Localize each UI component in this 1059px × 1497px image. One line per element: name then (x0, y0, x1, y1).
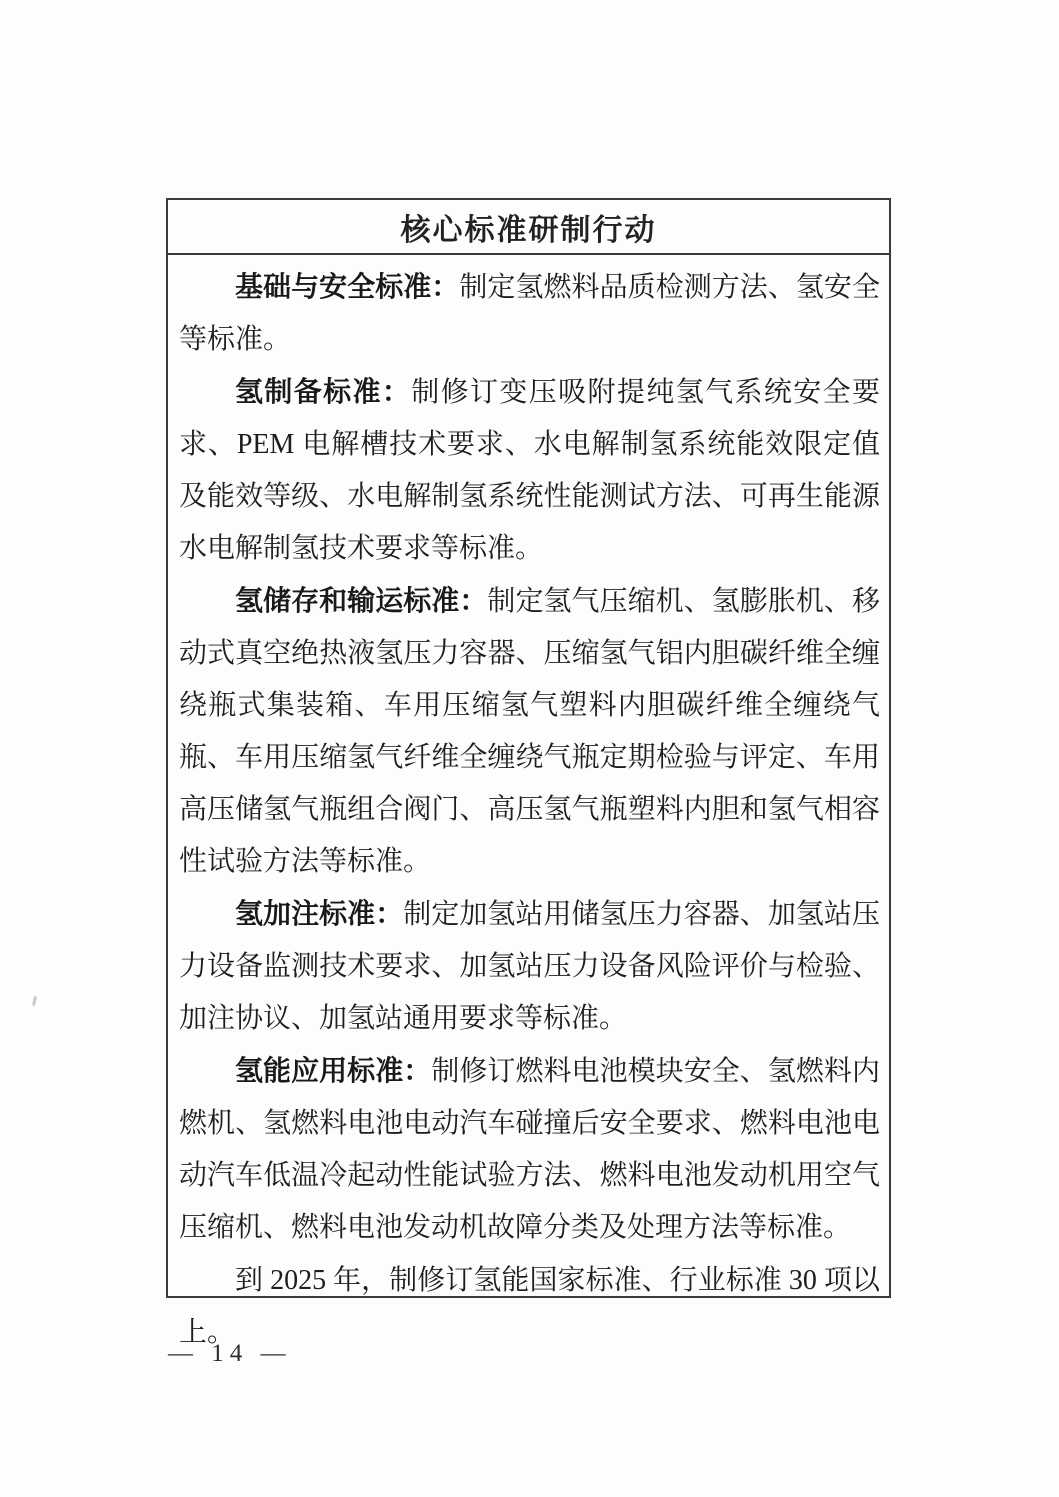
paragraph-lead: 氢制备标准： (235, 376, 412, 407)
paragraph-lead: 基础与安全标准： (235, 271, 460, 302)
page-number: — 14 — (168, 1340, 292, 1367)
paragraph-body: 制定氢气压缩机、氢膨胀机、移动式真空绝热液氢压力容器、压缩氢气铝内胆碳纤维全缠绕瓶式集装箱、车用压缩氢气塑料内胆碳纤维全缠绕气瓶、车用压缩氢气纤维全缠绕气瓶定期检验与评定、车用高压储氢气瓶组合阀门、高压氢气瓶塑料内胆和氢气相容性试验方法等标准。 (179, 586, 880, 877)
box-title: 核心标准研制行动 (400, 213, 657, 247)
paragraph-body: 制修订燃料电池模块安全、氢燃料内燃机、氢燃料电池电动汽车碰撞后安全要求、燃料电池电动汽车低温冷起动性能试验方法、燃料电池发动机用空气压缩机、燃料电池发动机故障分类及处理方法等标准。 (179, 1056, 880, 1243)
paragraph-body: 到 2025 年，制修订氢能国家标准、行业标准 30 项以上。 (179, 1265, 880, 1348)
paragraph-storage-transport (179, 575, 880, 888)
paragraph-application (179, 1045, 880, 1254)
paragraph-lead: 氢加注标准： (235, 898, 404, 929)
paragraph-body: 制定氢燃料品质检测方法、氢安全等标准。 (179, 272, 880, 355)
scan-artifact (32, 996, 37, 1006)
paragraph-hydrogen-production (179, 366, 880, 575)
paragraph-lead: 氢储存和输运标准： (235, 585, 488, 616)
box-header (168, 200, 889, 255)
paragraph-basic-safety (179, 261, 880, 366)
paragraph-body: 制修订变压吸附提纯氢气系统安全要求、PEM 电解槽技术要求、水电解制氢系统能效限定值及能效等级、水电解制氢系统性能测试方法、可再生能源水电解制氢技术要求等标准。 (179, 377, 880, 564)
box-body (168, 255, 889, 1359)
paragraph-lead: 氢能应用标准： (235, 1055, 432, 1086)
standards-action-box (166, 198, 891, 1348)
paragraph-body: 制定加氢站用储氢压力容器、加氢站压力设备监测技术要求、加氢站压力设备风险评价与检验、加注协议、加氢站通用要求等标准。 (179, 899, 880, 1034)
paragraph-refueling (179, 888, 880, 1045)
